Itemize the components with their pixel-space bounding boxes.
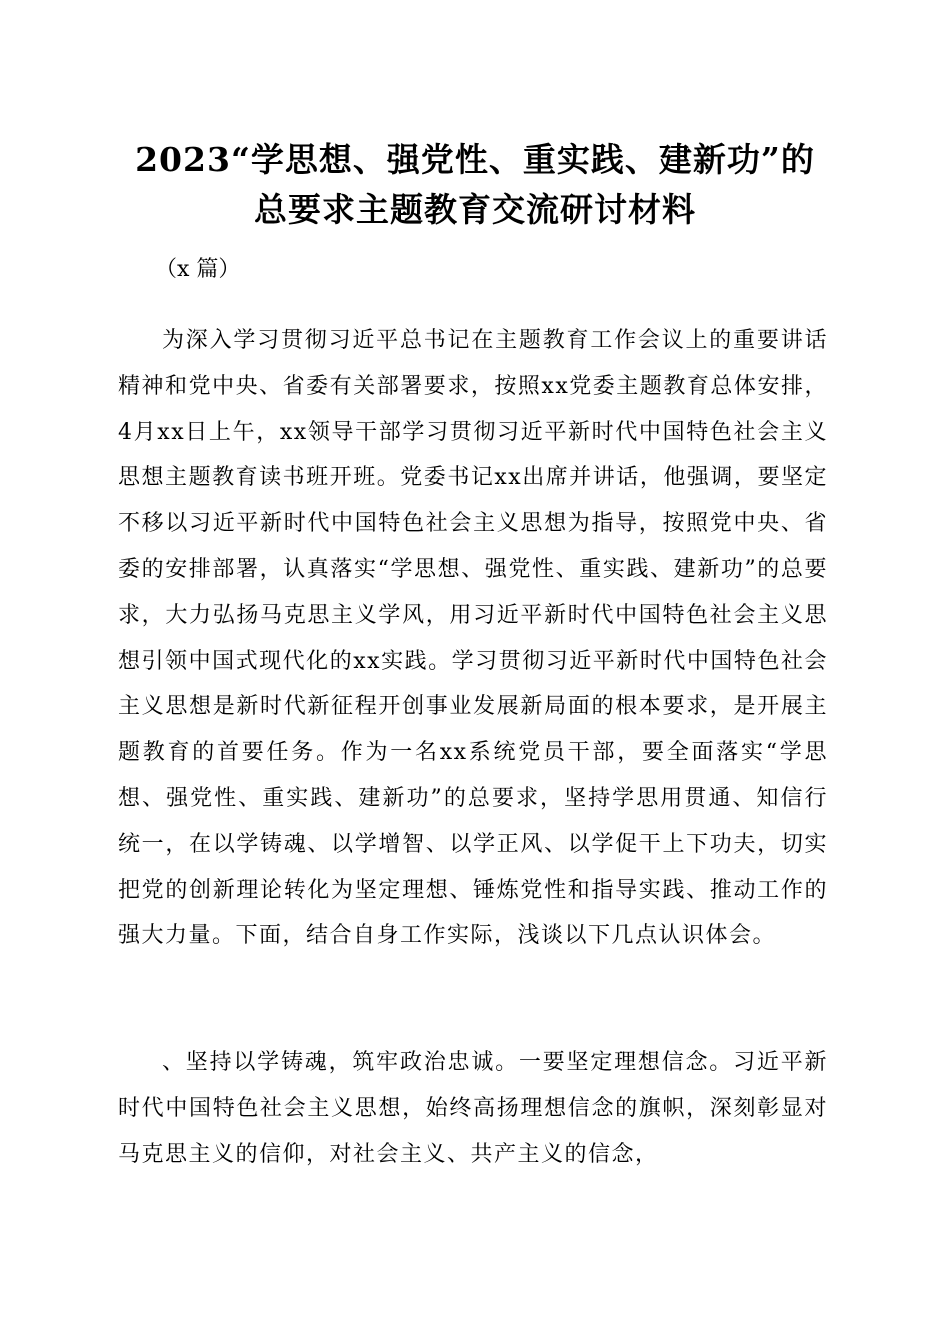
document-title: [80, 135, 870, 235]
body-paragraph-point-one: 、坚持以学铸魂，筑牢政治忠诚。一要坚定理想信念。习近平新时代中国特色社会主义思想，始终高扬理想信念的旗帜，深刻彰显对马克思主义的信仰，对社会主义、共产主义的信念，: [118, 1050, 828, 1167]
title-line-1: 2023“学思想、强党性、重实践、建新功”的: [135, 140, 815, 179]
article-count-label: （x 篇）: [155, 257, 241, 282]
body-paragraph-intro: 为深入学习贯彻习近平总书记在主题教育工作会议上的重要讲话精神和党中央、省委有关部署要求，按照xx党委主题教育总体安排，4月xx日上午，xx领导干部学习贯彻习近平新时代中国特色社会主义思想主题教育读书班开班。党委书记xx出席并讲话，他强调，要坚定不移以习近平新时代中国特色社会主义思想为指导，按照党中央、省委的安排部署，认真落实“学思想、强党性、重实践、建新功”的总要求，大力弘扬马克思主义学风，用习近平新时代中国特色社会主义思想引领中国式现代化的xx实践。学习贯彻习近平新时代中国特色社会主义思想是新时代新征程开创事业发展新局面的根本要求，是开展主题教育的首要任务。作为一名xx系统党员干部，要全面落实“学思想、强党性、重实践、建新功”的总要求，坚持学思用贯通、知信行统一，在以学铸魂、以学增智、以学正风、以学促干上下功夫，切实把党的创新理论转化为坚定理想、锤炼党性和指导实践、推动工作的强大力量。下面，结合自身工作实际，浅谈以下几点认识体会。: [118, 328, 828, 949]
title-line-2: 总要求主题教育交流研讨材料: [254, 190, 696, 229]
